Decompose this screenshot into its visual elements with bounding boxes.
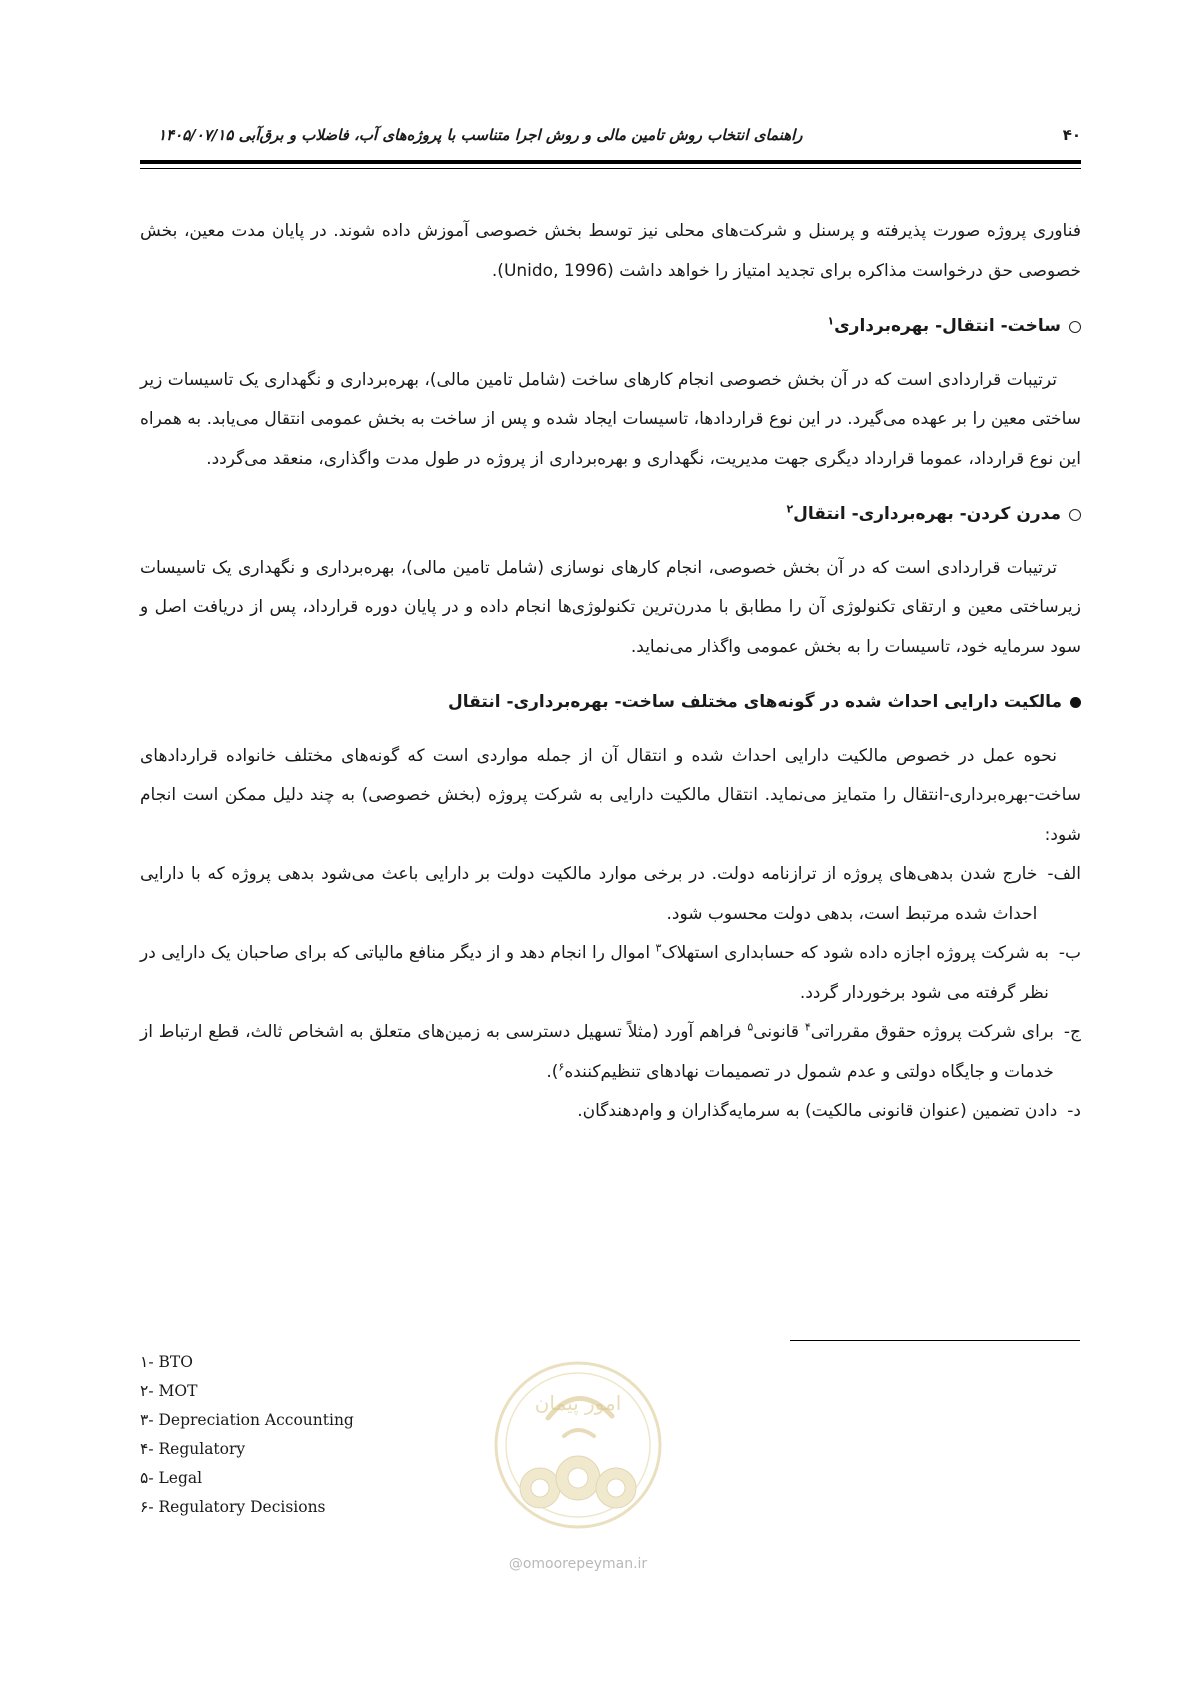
intro-paragraph: فناوری پروژه صورت پذیرفته و پرسنل و شرکت‌های محلی نیز توسط بخش خصوصی آموزش داده شوند. در پایان مدت معین، بخش خصوصی حق درخواست مذاکره برای تجدید امتیاز را خواهد داشت (Unido, 1996).: [140, 221, 1081, 281]
footnote: ۴- Regulatory: [140, 1440, 246, 1458]
list-item: [140, 1013, 1081, 1092]
list-label: د-: [1067, 1101, 1081, 1121]
header-rule-thin: [140, 168, 1081, 169]
list-label: ج-: [1063, 1022, 1081, 1042]
footnote: ۲- MOT: [140, 1382, 198, 1400]
list-item: [140, 1092, 1081, 1132]
footnote-ref: ۶: [558, 1059, 565, 1073]
watermark-logo: [478, 1340, 678, 1580]
page-header: [140, 118, 1081, 152]
footnote-separator: [790, 1340, 1080, 1341]
page-number: ۴۰: [1062, 126, 1081, 144]
section-heading-ownership: [140, 683, 1081, 723]
footnote: ۵- Legal: [140, 1469, 203, 1487]
header-rule-thick: [140, 160, 1081, 164]
list-label: الف-: [1047, 864, 1081, 884]
list-text: به شرکت پروژه اجازه داده شود که حسابداری استهلاک$^۳$ اموال را انجام دهد و از دیگر منافع مالیاتی که برای صاحبان یک دارایی در نظر گرفته می شود برخوردار گردد.: [140, 941, 1049, 1003]
footnote: ۱- BTO: [140, 1353, 193, 1371]
list-text: دادن تضمین (عنوان قانونی مالکیت) به سرمایه‌گذاران و وام‌دهندگان.: [577, 1101, 1058, 1121]
body-text: [140, 212, 1081, 1132]
watermark-logo-text: امور پیمان: [534, 1391, 622, 1415]
circle-bullet-icon: [1069, 509, 1081, 521]
section-paragraph-mot: ترتیبات قراردادی است که در آن بخش خصوصی، انجام کارهای نوسازی (شامل تامین مالی)، بهره‌برداری و نگهداری یک تاسیسات زیرساختی معین و ارتقای تکنولوژی آن را مطابق با مدرن‌ترین تکنولوژی‌ها انجام داده و در پایان دوره قرارداد، پس از دریافت اصل و سود سرمایه خود، تاسیسات را به بخش عمومی واگذار می‌نماید.: [140, 557, 1081, 657]
document-date: ۱۴۰۵/۰۷/۱۵: [158, 126, 234, 144]
section-paragraph-ownership: نحوه عمل در خصوص مالکیت دارایی احداث شده و انتقال آن از جمله مواردی است که گونه‌های مختلف خانواده قراردادهای ساخت-بهره‌برداری-انتقال را متمایز می‌نماید. انتقال مالکیت دارایی به شرکت پروژه (بخش خصوصی) به چند دلیل ممکن است انجام شود:: [140, 745, 1081, 845]
footnote-ref: ۳: [655, 941, 662, 955]
footnote-ref: ۴: [804, 1020, 811, 1034]
footnote-ref: ۵: [747, 1020, 754, 1034]
list-text: خارج شدن بدهی‌های پروژه از ترازنامه دولت. در برخی موارد مالکیت دولت بر دارایی باعث می‌شود بدهی پروژه که با دارایی احداث شده مرتبط است، بدهی دولت محسوب شود.: [140, 864, 1038, 924]
list-label: ب-: [1058, 943, 1081, 963]
section-title: ساخت- انتقال- بهره‌برداری: [834, 316, 1061, 336]
footnote-ref: ۱: [827, 314, 835, 328]
watermark-seal-icon: [478, 1340, 678, 1580]
dot-bullet-icon: [1070, 697, 1081, 708]
watermark-site: @omoorepeyman.ir: [508, 1556, 648, 1572]
document-title: راهنمای انتخاب روش تامین مالی و روش اجرا متناسب با پروژه‌های آب، فاضلاب و برق‌آبی: [238, 126, 803, 144]
section-title: مدرن کردن- بهره‌برداری- انتقال: [793, 504, 1061, 524]
footnote: ۳- Depreciation Accounting: [140, 1411, 354, 1429]
running-title: [140, 126, 803, 144]
list-text: برای شرکت پروژه حقوق مقرراتی$^۴$ قانونی$^۵$ فراهم آورد (مثلاً تسهیل دسترسی به زمین‌های متعلق به اشخاص ثالث، قطع ارتباط از خدمات و جایگاه دولتی و عدم شمول در تصمیمات نهادهای تنظیم‌کننده$^۶$).: [140, 1020, 1054, 1082]
footnote: ۶- Regulatory Decisions: [140, 1498, 326, 1516]
list-item: [140, 855, 1081, 934]
reasons-list: [140, 855, 1081, 1132]
footnote-ref: ۲: [786, 502, 794, 516]
circle-bullet-icon: [1069, 321, 1081, 333]
section-title: مالکیت دارایی احداث شده در گونه‌های مختلف ساخت- بهره‌برداری- انتقال: [448, 692, 1062, 712]
section-heading-mot: [140, 495, 1081, 535]
list-item: [140, 934, 1081, 1013]
section-heading-bto: [140, 307, 1081, 347]
section-paragraph-bto: ترتیبات قراردادی است که در آن بخش خصوصی انجام کارهای ساخت (شامل تامین مالی)، بهره‌برداری و نگهداری یک تاسیسات زیر ساختی معین را بر عهده می‌گیرد. در این نوع قراردادها، تاسیسات ایجاد شده و پس از ساخت به بخش عمومی انتقال می‌یابد. به همراه این نوع قرارداد، عموما قرارداد دیگری جهت مدیریت، نگهداری و بهره‌برداری از پروژه در طول مدت واگذاری، منعقد می‌گردد.: [139, 369, 1081, 469]
